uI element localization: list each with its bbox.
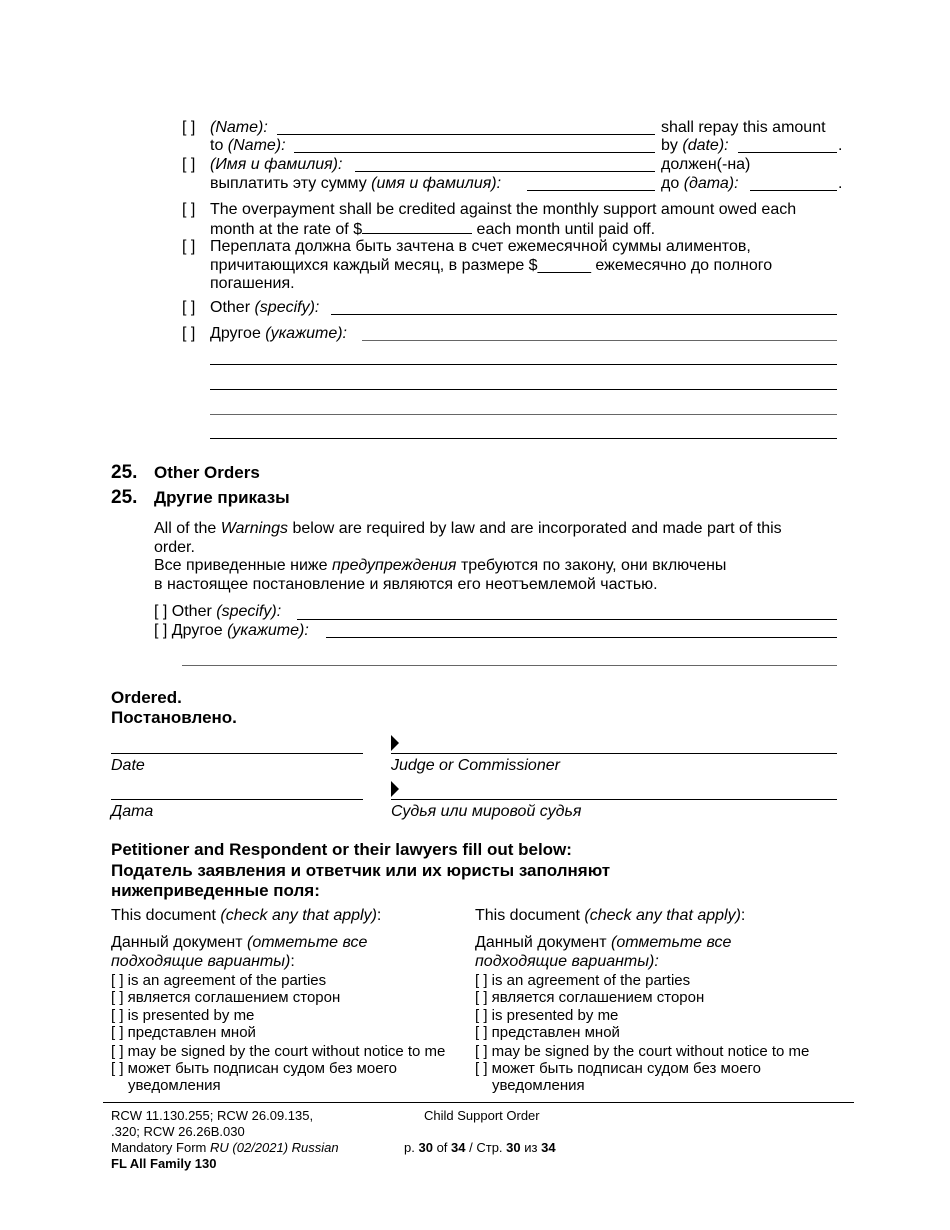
doc-check-ru-1-2: Данный документ (отметьте все bbox=[475, 934, 732, 951]
other-extra-line-4[interactable] bbox=[210, 438, 837, 439]
shall-repay-text: shall repay this amount bbox=[661, 119, 826, 136]
other-orders-label-ru[interactable]: [ ] Другое (укажите): bbox=[154, 622, 309, 639]
other-field-ru[interactable] bbox=[362, 340, 837, 341]
repay-name-label-ru: (Имя и фамилия): bbox=[210, 156, 343, 173]
overpay-ru-line-1: Переплата должна быть зачтена в счет ежемесячной суммы алиментов, bbox=[210, 238, 751, 255]
ordered-en: Ordered. bbox=[111, 688, 182, 707]
overpay-ru-line-2: причитающихся каждый месяц, в размере $______ ежемесячно до полного bbox=[210, 257, 773, 274]
repay-name-label: (Name): bbox=[210, 119, 268, 136]
footer-doc-title: Child Support Order bbox=[424, 1108, 540, 1123]
period: . bbox=[838, 137, 843, 154]
warnings-ru-line-1: Все приведенные ниже предупреждения требуются по закону, они включены bbox=[154, 557, 727, 574]
ordered-ru: Постановлено. bbox=[111, 708, 237, 727]
section-title-ru: Другие приказы bbox=[154, 488, 290, 507]
date-signature-line[interactable] bbox=[111, 753, 363, 754]
repay-name-field-ru[interactable] bbox=[355, 171, 655, 172]
option-agreement-2[interactable]: [ ] is an agreement of the parties bbox=[475, 972, 691, 989]
option-signed-cont-ru-2: уведомления bbox=[492, 1077, 585, 1094]
footer-rcw-2: .320; RCW 26.26B.030 bbox=[111, 1124, 245, 1139]
option-signed-without-notice-ru-2[interactable]: [ ] может быть подписан судом без моего bbox=[475, 1060, 762, 1077]
until-date-label-ru: до (дата): bbox=[661, 175, 739, 192]
fillout-title-ru-1: Податель заявления и ответчик или их юристы заполняют bbox=[111, 861, 611, 880]
judge-signature-line[interactable] bbox=[391, 753, 837, 754]
judge-label-ru: Судья или мировой судья bbox=[391, 803, 582, 820]
judge-label: Judge or Commissioner bbox=[391, 757, 560, 774]
warnings-ru-line-2: в настоящее постановление и являются его неотъемлемой частью. bbox=[154, 576, 658, 593]
judge-signature-line-ru[interactable] bbox=[391, 799, 837, 800]
option-signed-without-notice-ru[interactable]: [ ] может быть подписан судом без моего bbox=[111, 1060, 398, 1077]
section-title-en: Other Orders bbox=[154, 463, 260, 482]
footer-divider bbox=[103, 1102, 854, 1103]
checkbox-other[interactable]: [ ] bbox=[182, 299, 196, 316]
warnings-en-line-1: All of the Warnings below are required by law and are incorporated and made part of this bbox=[154, 520, 782, 537]
doc-check-ru-2-2: подходящие варианты): bbox=[475, 953, 659, 970]
other-extra-line-1[interactable] bbox=[210, 364, 837, 365]
to-name-label: to (Name): bbox=[210, 137, 286, 154]
fillout-title-ru-2: нижеприведенные поля: bbox=[111, 881, 320, 900]
doc-check-ru-1: Данный документ (отметьте все bbox=[111, 934, 368, 951]
option-presented-2[interactable]: [ ] is presented by me bbox=[475, 1007, 619, 1024]
sign-here-arrow-icon bbox=[391, 735, 399, 751]
date-label: Date bbox=[111, 757, 145, 774]
footer-page-number: p. 30 of 34 / Стр. 30 из 34 bbox=[404, 1140, 556, 1155]
checkbox-overpay-ru[interactable]: [ ] bbox=[182, 238, 196, 255]
option-presented-ru-2[interactable]: [ ] представлен мной bbox=[475, 1024, 620, 1041]
by-date-label: by (date): bbox=[661, 137, 729, 154]
option-presented[interactable]: [ ] is presented by me bbox=[111, 1007, 255, 1024]
footer-rcw-1: RCW 11.130.255; RCW 26.09.135, bbox=[111, 1108, 314, 1123]
other-field[interactable] bbox=[331, 314, 837, 315]
fillout-title-en: Petitioner and Respondent or their lawyers fill out below: bbox=[111, 840, 572, 859]
other-orders-field-ru[interactable] bbox=[326, 637, 837, 638]
section-number: 25. bbox=[111, 462, 138, 483]
repay-date-field[interactable] bbox=[738, 152, 837, 153]
option-agreement-ru-2[interactable]: [ ] является соглашением сторон bbox=[475, 989, 705, 1006]
sign-here-arrow-icon-ru bbox=[391, 781, 399, 797]
checkbox-repay-name[interactable]: [ ] bbox=[182, 119, 196, 136]
doc-check-en-2: This document (check any that apply): bbox=[475, 907, 746, 924]
other-label: Other (specify): bbox=[210, 299, 320, 316]
doc-check-en: This document (check any that apply): bbox=[111, 907, 382, 924]
option-signed-cont-ru: уведомления bbox=[128, 1077, 221, 1094]
option-signed-without-notice-2[interactable]: [ ] may be signed by the court without notice to me bbox=[475, 1043, 810, 1060]
must-text-ru: должен(-на) bbox=[661, 156, 751, 173]
section-number-ru: 25. bbox=[111, 487, 138, 508]
pay-to-label-ru: выплатить эту сумму (имя и фамилия): bbox=[210, 175, 502, 192]
doc-check-ru-2: подходящие варианты): bbox=[111, 953, 295, 970]
overpay-line-1: The overpayment shall be credited against the monthly support amount owed each bbox=[210, 201, 797, 218]
checkbox-other-ru[interactable]: [ ] bbox=[182, 325, 196, 342]
date-signature-line-ru[interactable] bbox=[111, 799, 363, 800]
warnings-en-line-2: order. bbox=[154, 539, 195, 556]
other-orders-extra-line[interactable] bbox=[182, 665, 837, 666]
pay-to-field-ru[interactable] bbox=[527, 190, 655, 191]
other-label-ru: Другое (укажите): bbox=[210, 325, 347, 342]
repay-name-field[interactable] bbox=[277, 134, 655, 135]
checkbox-overpay[interactable]: [ ] bbox=[182, 201, 196, 218]
option-presented-ru[interactable]: [ ] представлен мной bbox=[111, 1024, 256, 1041]
footer-form-id: FL All Family 130 bbox=[111, 1156, 217, 1171]
checkbox-repay-name-ru[interactable]: [ ] bbox=[182, 156, 196, 173]
to-name-field[interactable] bbox=[294, 152, 655, 153]
period-ru: . bbox=[838, 175, 843, 192]
option-agreement[interactable]: [ ] is an agreement of the parties bbox=[111, 972, 327, 989]
footer-mandatory-form: Mandatory Form RU (02/2021) Russian bbox=[111, 1140, 339, 1155]
other-orders-label[interactable]: [ ] Other (specify): bbox=[154, 603, 282, 620]
option-agreement-ru[interactable]: [ ] является соглашением сторон bbox=[111, 989, 341, 1006]
overpay-rate-field[interactable] bbox=[362, 219, 472, 234]
option-signed-without-notice[interactable]: [ ] may be signed by the court without notice to me bbox=[111, 1043, 446, 1060]
overpay-ru-line-3: погашения. bbox=[210, 275, 295, 292]
date-label-ru: Дата bbox=[111, 803, 154, 820]
other-extra-line-2[interactable] bbox=[210, 389, 837, 390]
overpay-line-2: month at the rate of $ each month until paid off. bbox=[210, 221, 656, 238]
until-date-field-ru[interactable] bbox=[750, 190, 837, 191]
other-orders-field[interactable] bbox=[297, 619, 837, 620]
other-extra-line-3[interactable] bbox=[210, 414, 837, 415]
